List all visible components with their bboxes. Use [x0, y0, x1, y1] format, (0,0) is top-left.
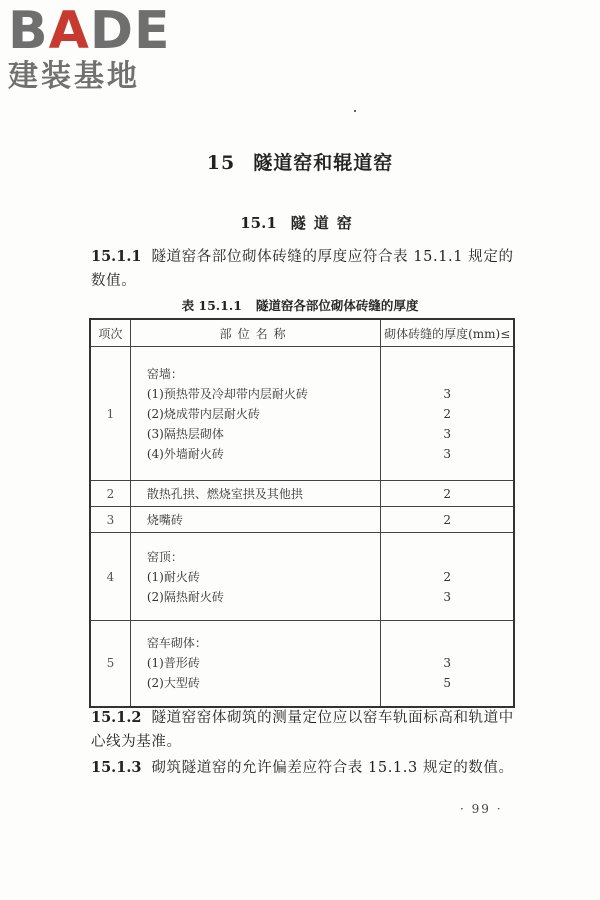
clause-number: 15.1.1 [91, 248, 142, 265]
thickness-value: 3 [443, 446, 452, 461]
clause-15-1-1 [91, 245, 521, 293]
part-cell [130, 347, 381, 481]
thickness-cell [381, 533, 514, 621]
part-cell [130, 533, 381, 621]
part-cell [130, 621, 381, 707]
chapter-title [0, 148, 600, 175]
thickness-cell [381, 621, 514, 707]
thickness-value: 3 [443, 386, 452, 401]
row-number: 1 [90, 347, 130, 481]
group-label: 窑墙： [146, 366, 183, 381]
logo-wordmark: BADE [8, 4, 171, 60]
row-number: 3 [90, 507, 130, 533]
clause-15-1-3 [91, 756, 521, 780]
row-number: 4 [90, 533, 130, 621]
table-row [90, 533, 514, 621]
table-caption [0, 296, 600, 314]
part-item: (4)外墙耐火砖 [146, 446, 224, 461]
clause-15-1-2 [91, 706, 521, 754]
thickness-value: 5 [443, 676, 452, 691]
clause-number: 15.1.3 [91, 759, 142, 776]
header-item-no: 项次 [90, 319, 130, 347]
thickness-value: 3 [443, 656, 452, 671]
part-item: (2)隔热耐火砖 [146, 589, 224, 604]
part-item: (1)预热带及冷却带内层耐火砖 [146, 386, 308, 401]
table-row [90, 621, 514, 707]
thickness-value: 2 [443, 569, 452, 584]
logo-subtitle: 建装基地 [8, 59, 140, 94]
page-number: · 99 · [460, 802, 503, 816]
thickness-value: 2 [381, 481, 514, 507]
chapter-name: 隧道窑和辊道窑 [253, 152, 394, 174]
row-number: 2 [90, 481, 130, 507]
thickness-value: 3 [443, 589, 452, 604]
part-item: (1)耐火砖 [146, 569, 200, 584]
clause-text: 隧道窑各部位砌体砖缝的厚度应符合表 15.1.1 规定的数值。 [91, 249, 514, 289]
header-thickness: 砌体砖缝的厚度(mm)≤ [381, 319, 514, 347]
print-dot [354, 110, 356, 112]
part-item: (3)隔热层砌体 [146, 426, 224, 441]
table-row [90, 507, 514, 533]
header-part-name: 部位名称 [130, 319, 381, 347]
section-title [0, 212, 600, 233]
clause-text: 砌筑隧道窑的允许偏差应符合表 15.1.3 规定的数值。 [151, 760, 514, 776]
part-item: (2)烧成带内层耐火砖 [146, 406, 260, 421]
clause-text: 隧道窑窑体砌筑的测量定位应以窑车轨面标高和轨道中心线为基准。 [91, 710, 514, 750]
chapter-number: 15 [206, 152, 236, 174]
table-number: 表 15.1.1 [181, 298, 242, 313]
brand-logo [8, 4, 178, 94]
section-number: 15.1 [240, 214, 277, 232]
part-item: (1)普形砖 [146, 656, 200, 671]
thickness-value: 2 [381, 507, 514, 533]
table-row [90, 347, 514, 481]
thickness-value: 2 [443, 406, 452, 421]
thickness-value: 3 [443, 426, 452, 441]
row-number: 5 [90, 621, 130, 707]
table-row [90, 481, 514, 507]
group-label: 窑顶： [146, 549, 183, 564]
part-name: 散热孔拱、燃烧室拱及其他拱 [130, 481, 381, 507]
group-label: 窑车砌体： [146, 636, 207, 651]
section-name: 隧道窑 [290, 214, 360, 232]
joint-thickness-table [89, 318, 515, 708]
table-header-row [90, 319, 514, 347]
clause-number: 15.1.2 [91, 709, 142, 726]
part-item: (2)大型砖 [146, 676, 200, 691]
table-title: 隧道窑各部位砌体砖缝的厚度 [255, 298, 419, 313]
thickness-cell [381, 347, 514, 481]
part-name: 烧嘴砖 [130, 507, 381, 533]
